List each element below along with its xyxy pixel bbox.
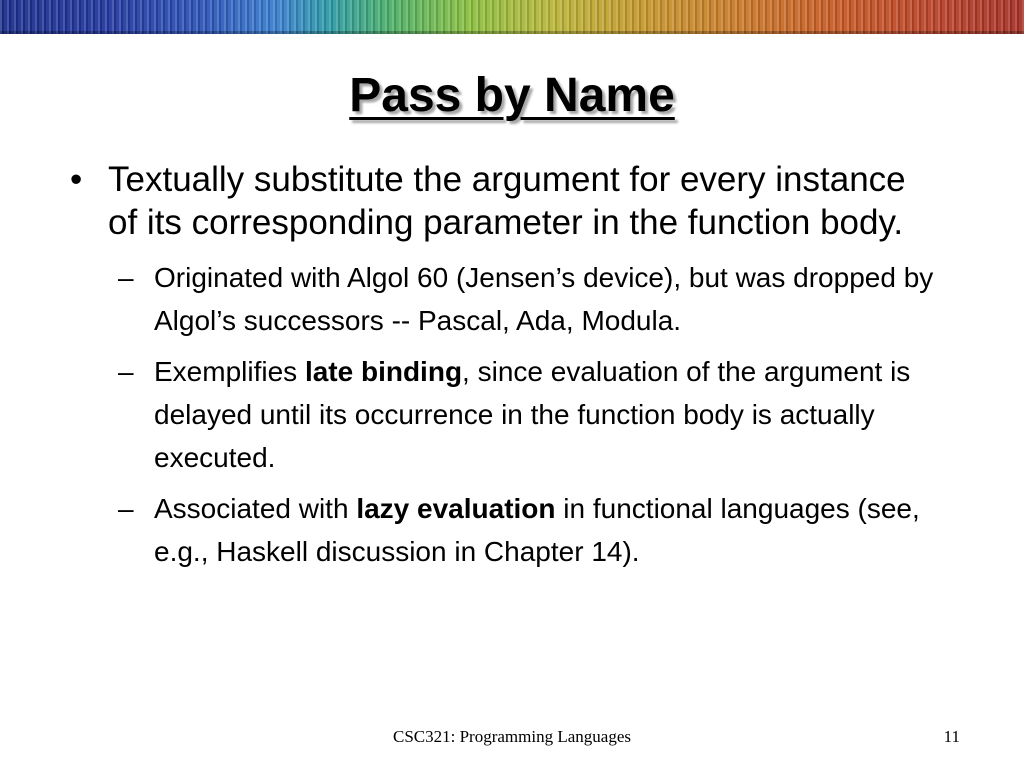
sub-bullet-text-part: , since evaluation of the argument is delayed until its occurrence in the function body is actually executed. (154, 356, 911, 473)
footer-page-number: 11 (943, 727, 960, 746)
sub-bullet-text-part: in functional languages (see, e.g., Haskell discussion in Chapter 14). (154, 493, 920, 567)
sub-bullet-text (154, 256, 944, 342)
sub-bullet-origin (118, 256, 962, 342)
decorative-color-band (0, 0, 1024, 34)
main-bullet-text: Textually substitute the argument for every instance of its corresponding parameter in the function body. (108, 160, 906, 242)
footer-course-name: CSC321: Programming Languages (393, 727, 631, 746)
bullet-marker: • (70, 160, 83, 199)
bold-term-late-binding: late binding (304, 356, 463, 387)
dash-marker: – (118, 493, 134, 524)
sub-bullet-text-part: Exemplifies (154, 356, 305, 387)
main-bullet (62, 158, 962, 244)
sub-bullet-text (154, 350, 944, 479)
sub-bullet-text-part: Originated with Algol 60 (Jensen’s device), but was dropped by Algol’s successors -- Pascal, Ada, Modula. (154, 262, 934, 336)
sub-bullet-late-binding (118, 350, 962, 479)
sub-bullet-text (154, 487, 944, 573)
dash-marker: – (118, 356, 134, 387)
dash-marker: – (118, 262, 134, 293)
bold-term-lazy-evaluation: lazy evaluation (356, 493, 556, 524)
slide-content (62, 158, 962, 581)
sub-bullet-list (118, 256, 962, 573)
slide-title: Pass by Name (349, 69, 675, 122)
sub-bullet-lazy-evaluation (118, 487, 962, 573)
sub-bullet-text-part: Associated with (154, 493, 357, 524)
